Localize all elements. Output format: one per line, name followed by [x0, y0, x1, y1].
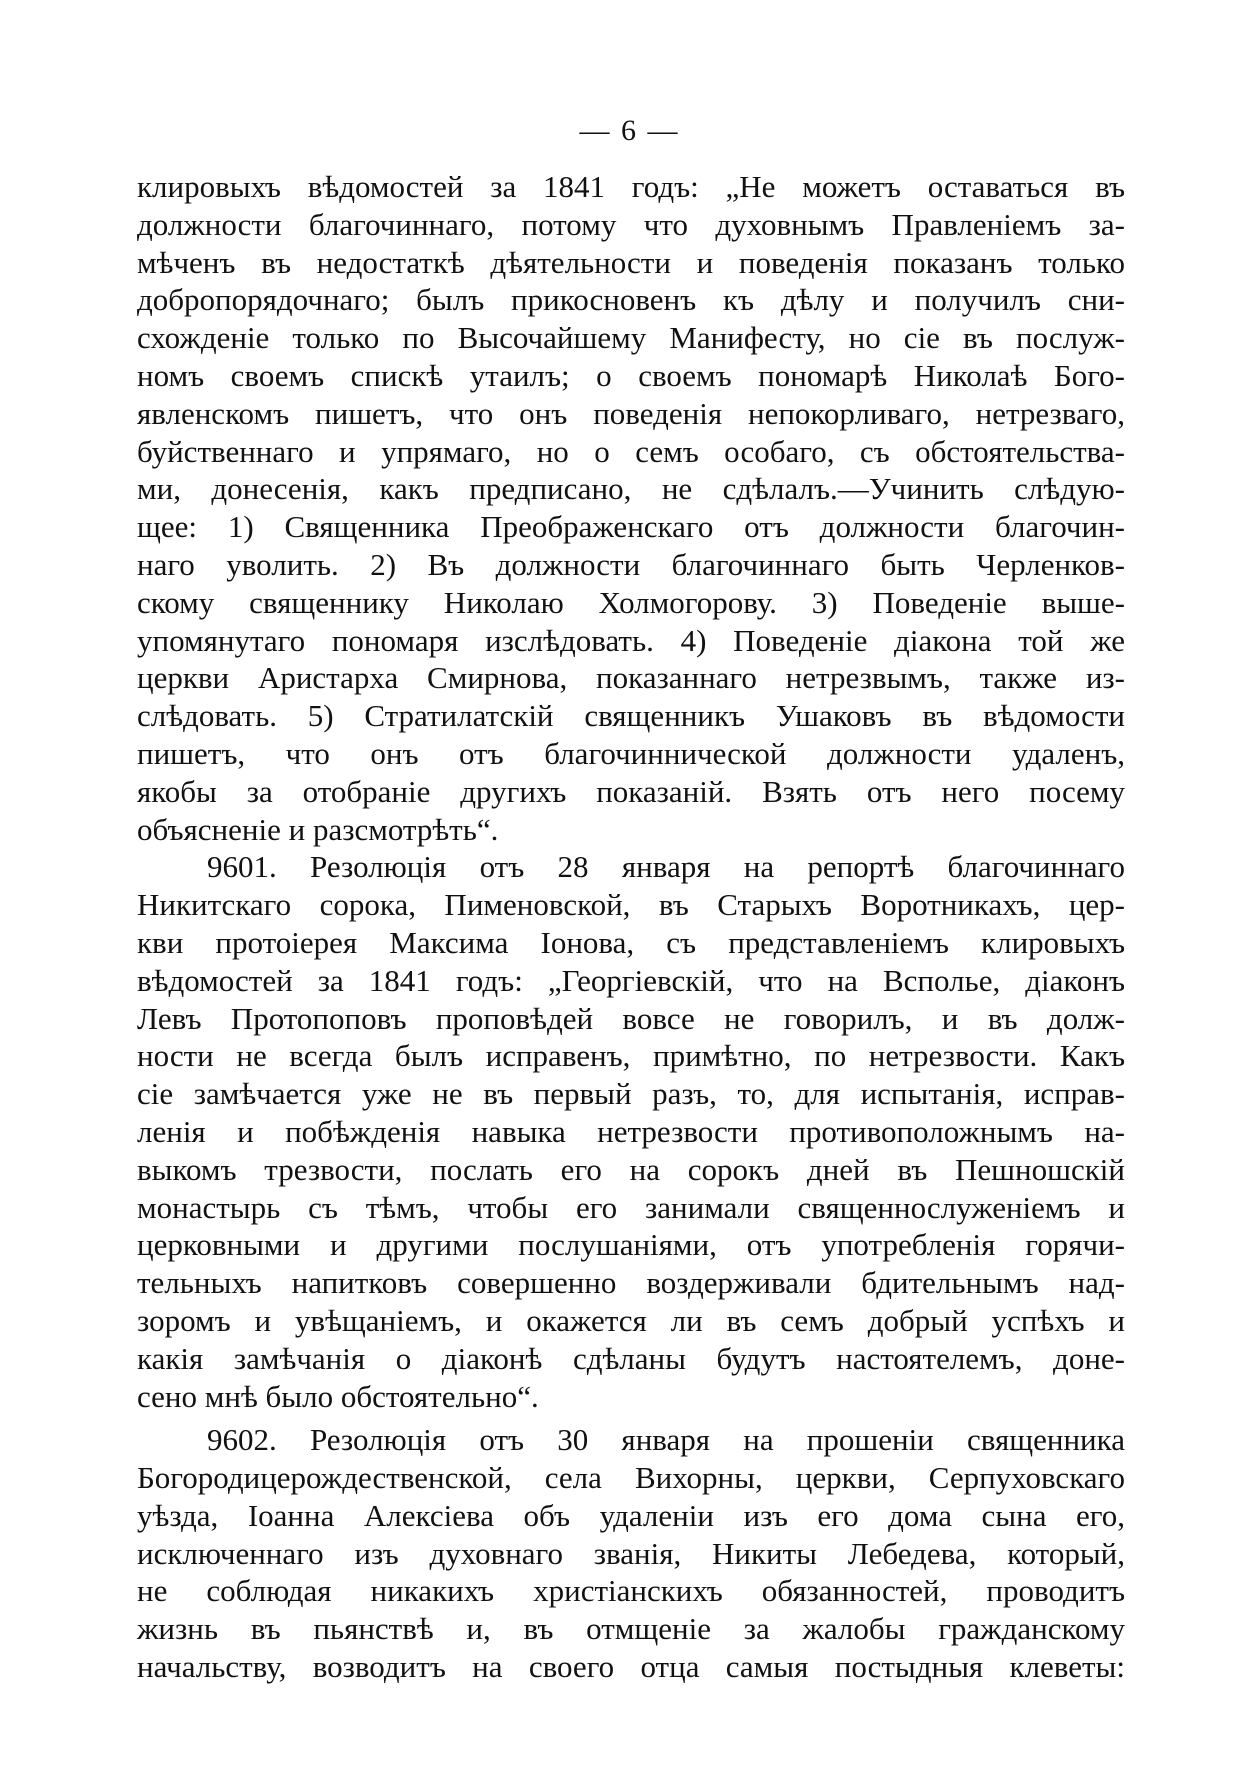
body-text: [137, 168, 1125, 1686]
text-line: схожденіе только по Высочайшему Манифесту, но сіе въ послуж-: [137, 320, 1125, 356]
text-line: уѣзда, Іоанна Алексіева объ удаленіи изъ его дома сына его,: [137, 1497, 1125, 1533]
text-line: упомянутаго пономаря изслѣдовать. 4) Поведеніе діакона той же: [137, 622, 1125, 658]
paragraph: [137, 848, 1125, 1415]
text-line: церкви Аристарха Смирнова, показаннаго нетрезвымъ, также из-: [137, 660, 1125, 696]
text-line: жизнь въ пьянствѣ и, въ отмщеніе за жалобы гражданскому: [137, 1611, 1125, 1647]
paragraph: [137, 168, 1125, 848]
text-line: церковными и другими послушаніями, отъ употребленія горячи-: [137, 1227, 1125, 1263]
text-line: выкомъ трезвости, послать его на сорокъ дней въ Пешношскій: [137, 1151, 1125, 1187]
text-line: ми, донесенія, какъ предписано, не сдѣлалъ.—Учинить слѣдую-: [137, 471, 1125, 507]
text-line: 9601. Резолюція отъ 28 января на репортѣ благочиннаго: [207, 849, 1125, 885]
text-line: вѣдомостей за 1841 годъ: „Георгіевскій, что на Всполье, діаконъ: [137, 962, 1125, 998]
text-line: якобы за отобраніе другихъ показаній. Взять отъ него посему: [137, 773, 1125, 809]
text-line: начальству, возводитъ на своего отца самыя постыдныя клеветы:: [137, 1649, 1125, 1685]
text-line: исключеннаго изъ духовнаго званія, Никиты Лебедева, который,: [137, 1535, 1125, 1571]
text-line: сено мнѣ было обстоятельно“.: [137, 1378, 539, 1414]
text-line: не соблюдая никакихъ христіанскихъ обязанностей, проводитъ: [137, 1573, 1125, 1609]
text-line: должности благочиннаго, потому что духовнымъ Правленіемъ за-: [137, 206, 1125, 242]
text-line: кви протоіерея Максима Іонова, съ представленіемъ клировыхъ: [137, 924, 1125, 960]
page-number: — 6 —: [579, 114, 680, 147]
text-line: ленія и побѣжденія навыка нетрезвости противоположнымъ на-: [137, 1113, 1125, 1149]
text-line: слѣдовать. 5) Стратилатскій священникъ Ушаковъ въ вѣдомости: [137, 698, 1125, 734]
text-line: номъ своемъ спискѣ утаилъ; о своемъ пономарѣ Николаѣ Бого-: [137, 357, 1125, 393]
text-line: добропорядочнаго; былъ прикосновенъ къ дѣлу и получилъ сни-: [137, 282, 1125, 318]
text-line: монастырь съ тѣмъ, чтобы его занимали священнослуженіемъ и: [137, 1189, 1125, 1225]
text-line: клировыхъ вѣдомостей за 1841 годъ: „Не можетъ оставаться въ: [137, 169, 1125, 204]
text-line: щее: 1) Священника Преображенскаго отъ должности благочин-: [137, 509, 1125, 545]
text-line: пишетъ, что онъ отъ благочиннической должности удаленъ,: [137, 735, 1125, 771]
text-line: буйственнаго и упрямаго, но о семъ особаго, съ обстоятельства-: [137, 433, 1125, 469]
paragraph: [137, 1421, 1125, 1686]
text-line: мѣченъ въ недостаткѣ дѣятельности и поведенія показанъ только: [137, 244, 1125, 280]
text-line: Богородицерождественской, села Вихорны, церкви, Серпуховскаго: [137, 1460, 1125, 1496]
text-line: наго уволить. 2) Въ должности благочиннаго быть Черленков-: [137, 546, 1125, 582]
text-line: тельныхъ напитковъ совершенно воздерживали бдительнымъ над-: [137, 1265, 1125, 1301]
text-line: объясненіе и разсмотрѣть“.: [137, 811, 499, 847]
text-line: явленскомъ пишетъ, что онъ поведенія непокорливаго, нетрезваго,: [137, 395, 1125, 431]
text-line: сіе замѣчается уже не въ первый разъ, то, для испытанія, исправ-: [137, 1076, 1125, 1112]
text-line: Левъ Протопоповъ проповѣдей вовсе не говорилъ, и въ долж-: [137, 1000, 1125, 1036]
text-line: какія замѣчанія о діаконѣ сдѣланы будутъ настоятелемъ, доне-: [137, 1340, 1125, 1376]
text-line: скому священнику Николаю Холмогорову. 3) Поведеніе выше-: [137, 584, 1125, 620]
text-line: 9602. Резолюція отъ 30 января на прошеніи священника: [207, 1422, 1125, 1458]
text-line: зоромъ и увѣщаніемъ, и окажется ли въ семъ добрый успѣхъ и: [137, 1302, 1125, 1338]
text-line: Никитскаго сорока, Пименовской, въ Старыхъ Воротникахъ, цер-: [137, 887, 1125, 923]
text-line: ности не всегда былъ исправенъ, примѣтно, по нетрезвости. Какъ: [137, 1038, 1125, 1074]
